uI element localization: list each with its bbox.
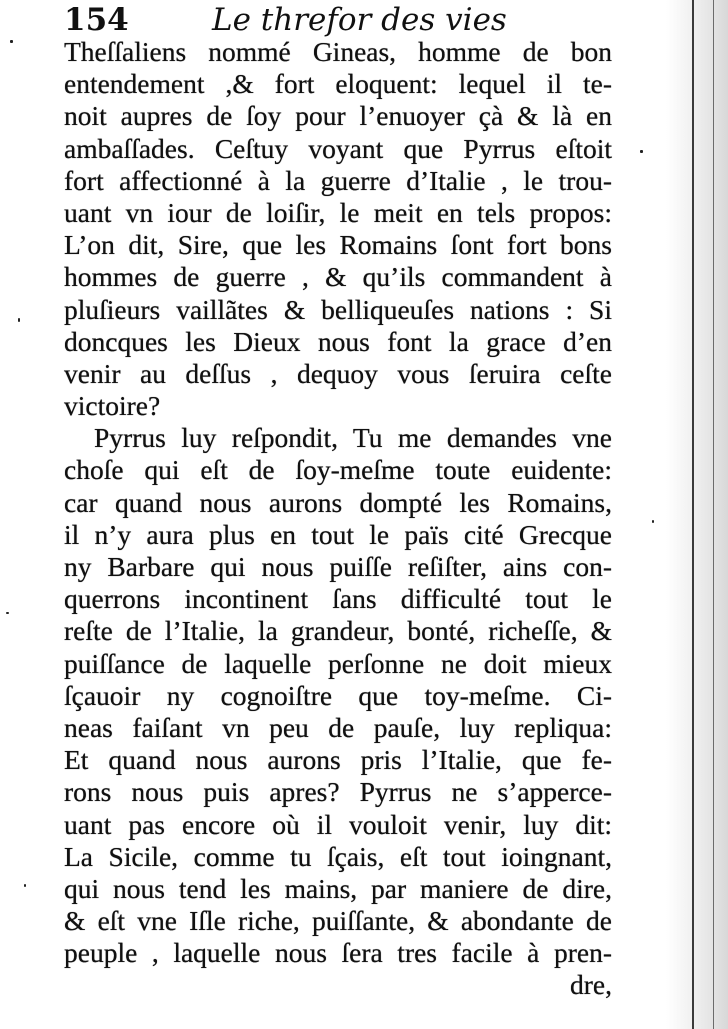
page-gutter bbox=[666, 0, 728, 1029]
speck bbox=[652, 520, 654, 523]
text-line: rons nous puis apres? Pyrrus ne s’apperce- bbox=[64, 776, 612, 808]
text-line: & eſt vne Iſle riche, puiſſante, & abondante de bbox=[64, 905, 612, 937]
text-line: uant vn iour de loiſir, le meit en tels propos: bbox=[64, 196, 612, 228]
catchword: dre, bbox=[570, 969, 612, 1001]
gutter-edge-line bbox=[692, 0, 694, 1029]
text-line: doncques les Dieux nous font la grace d’en bbox=[64, 325, 612, 357]
text-line: qui nous tend les mains, par maniere de dire, bbox=[64, 872, 612, 904]
paragraph-start-line: Pyrrus luy reſpondit, Tu me demandes vne bbox=[94, 422, 612, 454]
page-header bbox=[64, 2, 604, 38]
text-line: ny Barbare qui nous puiſſe reſiſter, ains con- bbox=[64, 551, 612, 582]
text-line: il n’y aura plus en tout le païs cité Grecque bbox=[64, 518, 612, 550]
speck bbox=[18, 318, 20, 322]
speck bbox=[10, 40, 13, 43]
text-line: uant pas encore où il vouloit venir, luy dit: bbox=[64, 808, 612, 840]
page-number: 154 bbox=[64, 2, 129, 38]
text-line: noit aupres de ſoy pour l’enuoyer çà & là en bbox=[64, 100, 612, 132]
speck bbox=[24, 884, 26, 887]
text-line: ambaſſades. Ceſtuy voyant que Pyrrus eſtoit bbox=[64, 132, 612, 164]
running-title: Le threfor des vies bbox=[212, 2, 507, 38]
text-line: car quand nous aurons dompté les Romains, bbox=[64, 486, 612, 518]
text-line: venir au deſſus , dequoy vous ſeruira ceſte bbox=[64, 357, 612, 389]
text-line: puiſſance de laquelle perſonne ne doit mieux bbox=[64, 647, 612, 679]
text-line: La Sicile, comme tu ſçais, eſt tout ioingnant, bbox=[64, 840, 612, 872]
text-line: peuple , laquelle nous ſera tres facile à pren- bbox=[64, 937, 612, 969]
text-line: reſte de l’Italie, la grandeur, bonté, richeſſe, & bbox=[64, 615, 612, 647]
text-line: hommes de guerre , & qu’ils commandent à bbox=[64, 261, 612, 293]
text-line: Theſſaliens nommé Gineas, homme de bon bbox=[64, 36, 612, 67]
paragraph-end-line: victoire? bbox=[64, 390, 161, 422]
text-line: querrons incontinent ſans difficulté tout le bbox=[64, 583, 612, 615]
speck bbox=[6, 612, 9, 614]
text-line: Et quand nous aurons pris l’Italie, que fe- bbox=[64, 744, 612, 776]
body-text bbox=[64, 36, 612, 1002]
text-line: neas faiſant vn peu de pauſe, luy repliqua: bbox=[64, 711, 612, 743]
text-line: L’on dit, Sire, que les Romains ſont fort bons bbox=[64, 229, 612, 261]
text-line: ſçauoir ny cognoiſtre que toy-meſme. Ci- bbox=[64, 679, 612, 711]
speck bbox=[640, 150, 643, 153]
text-line: pluſieurs vaillãtes & belliqueuſes nations : Si bbox=[64, 293, 612, 325]
gutter-edge-line-faint bbox=[713, 0, 714, 1029]
text-line: entendement ,& fort eloquent: lequel il te- bbox=[64, 68, 612, 100]
text-line: choſe qui eſt de ſoy-meſme toute euidente: bbox=[64, 454, 612, 486]
text-line: fort affectionné à la guerre d’Italie , le trou- bbox=[64, 164, 612, 196]
